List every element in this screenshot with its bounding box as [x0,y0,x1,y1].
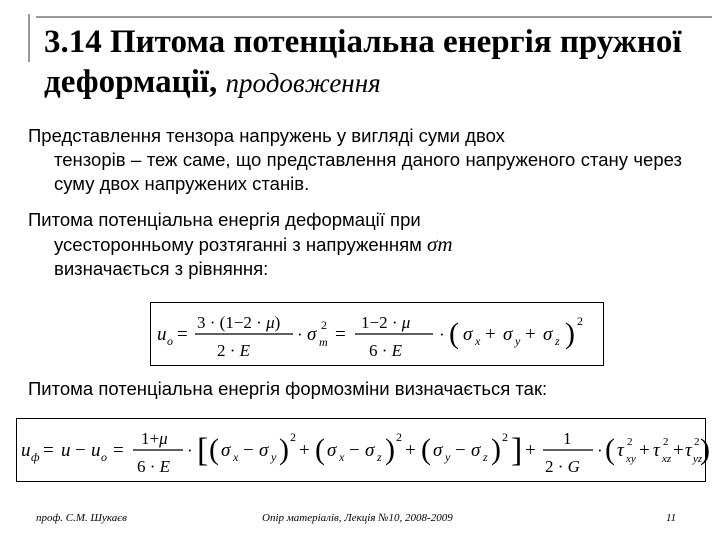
svg-text:): ) [279,433,289,466]
svg-text:z: z [555,334,560,348]
svg-text:σ: σ [259,440,269,461]
svg-text:τ: τ [685,440,692,461]
paragraph-2-line-1: Питома потенціальна енергія деформації при [28,209,421,230]
footer-course: Опір матеріалів, Лекція №10, 2008-2009 [262,512,453,524]
svg-text:6 · E: 6 · E [137,457,171,476]
svg-text:=: = [43,440,54,461]
svg-text:(: ( [449,317,459,350]
svg-text:σ: σ [463,324,473,345]
paragraph-2-line-3: визначається з рівняння: [54,258,269,279]
svg-text:o: o [101,450,107,464]
formula-distortion-energy [16,418,710,482]
svg-text:(: ( [315,433,325,466]
svg-text:y: y [515,334,521,348]
svg-text:2 · G: 2 · G [545,457,580,476]
svg-text:+: + [405,440,416,461]
svg-text:): ) [491,433,501,466]
svg-text:u: u [21,440,31,461]
footer-page-number: 11 [666,512,677,524]
svg-text:+: + [525,440,536,461]
svg-text:−: − [75,440,86,461]
svg-text:): ) [700,433,710,466]
svg-text:2: 2 [502,430,508,444]
svg-text:u: u [157,324,167,345]
svg-text:]: ] [511,432,523,469]
svg-text:u: u [91,440,101,461]
svg-text:σ: σ [503,324,513,345]
svg-text:·: · [297,325,303,344]
svg-text:+: + [299,440,310,461]
svg-text:): ) [385,433,395,466]
formula-volume-energy [150,302,604,366]
paragraph-2-line-2 [28,232,682,257]
paragraph-1-line-1: Представлення тензора напружень у вигляді суми двох [28,125,505,146]
paragraph-1 [28,124,682,196]
svg-text:2: 2 [577,314,583,328]
paragraph-3: Питома потенціальна енергія формозміни визначається так: [28,378,548,399]
svg-text:2 · E: 2 · E [217,341,251,360]
paragraph-1-rest: тензорів – теж саме, що представлення даного напруженого стану через суму двох напружених станів. [54,149,682,194]
svg-text:[: [ [197,432,209,469]
footer-author: проф. С.М. Шукаєв [36,512,127,524]
svg-text:x: x [233,450,239,464]
svg-text:2: 2 [663,436,669,448]
svg-text:−: − [349,440,360,461]
svg-text:=: = [335,324,346,345]
svg-text:y: y [445,450,451,464]
paragraph-2-rest: усесторонньому розтяганні з напруженням [54,234,422,255]
svg-text:o: o [167,334,173,348]
svg-text:=: = [113,440,124,461]
svg-text:2: 2 [396,430,402,444]
svg-text:x: x [475,334,481,348]
formula-distortion-energy-graphic [17,419,710,481]
decor-horizontal-line [36,16,712,18]
svg-text:3 · (1−2 · μ): 3 · (1−2 · μ) [197,313,281,332]
svg-text:u: u [61,440,71,461]
svg-text:=: = [177,324,188,345]
svg-text:τ: τ [617,440,624,461]
svg-text:·: · [597,441,603,460]
svg-text:·: · [187,441,193,460]
paragraph-2 [28,208,682,281]
svg-text:1: 1 [563,429,572,448]
svg-text:+: + [485,324,496,345]
svg-text:+: + [639,440,650,461]
svg-text:6 · E: 6 · E [369,341,403,360]
svg-text:+: + [525,324,536,345]
svg-text:1−2 · μ: 1−2 · μ [361,313,411,332]
svg-text:σ: σ [543,324,553,345]
svg-text:σ: σ [433,440,443,461]
svg-text:ф: ф [31,450,40,464]
svg-text:σ: σ [221,440,231,461]
svg-text:(: ( [209,433,219,466]
formula-volume-energy-graphic [151,303,603,365]
svg-text:·: · [439,325,445,344]
slide-title [44,22,714,103]
decor-vertical-line [28,14,30,62]
svg-text:2: 2 [321,318,327,332]
svg-text:σ: σ [307,324,317,345]
svg-text:xz: xz [662,453,672,465]
svg-text:−: − [243,440,254,461]
title-subtitle: продовження [225,68,381,98]
svg-text:xy: xy [626,453,636,465]
title-main: 3.14 Питома потенціальна енергія пружної деформації, [44,24,682,100]
sigma-m-symbol: σm [426,232,453,256]
svg-text:(: ( [421,433,431,466]
svg-text:2: 2 [627,436,633,448]
svg-text:(: ( [605,433,615,466]
svg-text:z: z [483,450,488,464]
svg-text:y: y [271,450,277,464]
svg-text:): ) [565,317,575,350]
svg-text:z: z [377,450,382,464]
svg-text:−: − [455,440,466,461]
svg-text:m: m [319,335,328,349]
svg-text:2: 2 [290,430,296,444]
svg-text:σ: σ [471,440,481,461]
svg-text:σ: σ [327,440,337,461]
svg-text:x: x [339,450,345,464]
svg-text:+: + [673,440,684,461]
svg-text:2: 2 [694,436,700,448]
svg-text:yz: yz [693,453,703,465]
svg-text:1+μ: 1+μ [141,429,168,448]
svg-text:τ: τ [653,440,660,461]
svg-text:σ: σ [365,440,375,461]
